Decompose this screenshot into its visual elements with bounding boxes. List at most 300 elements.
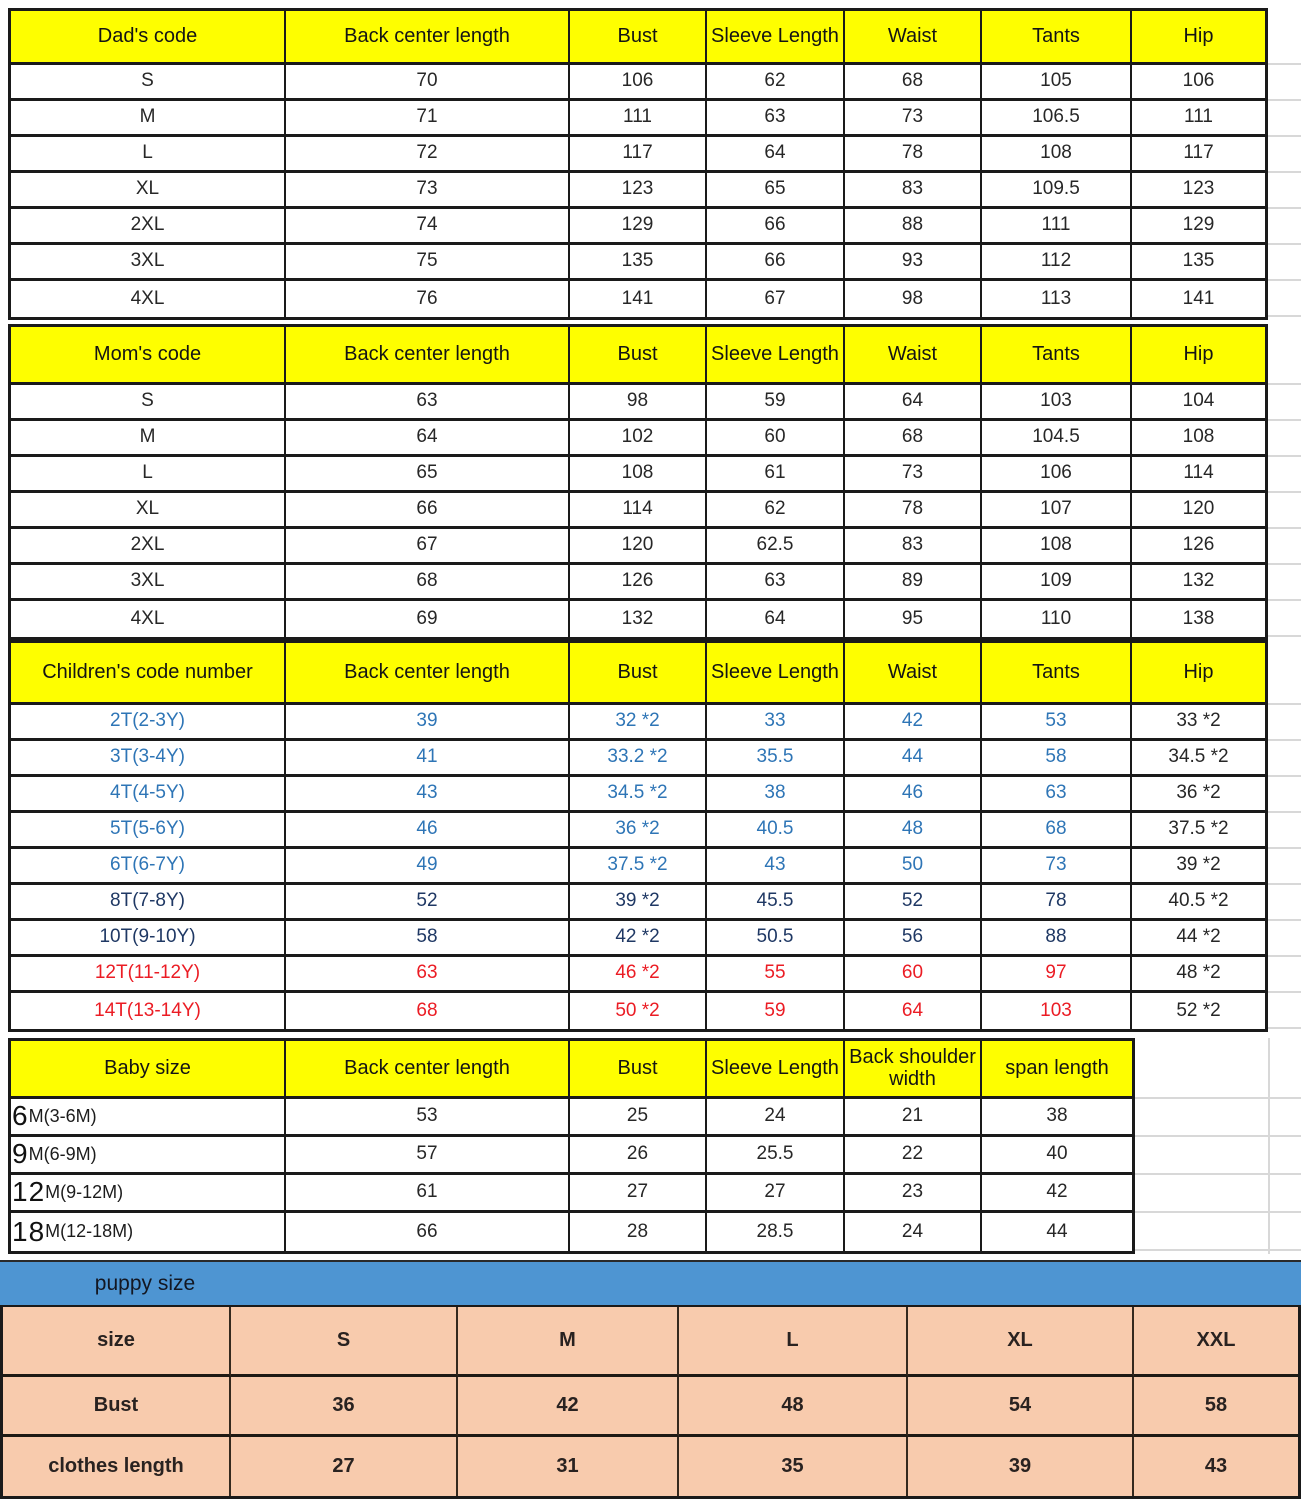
gutter-gridline bbox=[1268, 741, 1301, 777]
size-row bbox=[11, 957, 1265, 993]
puppy-value-cell: 31 bbox=[458, 1437, 679, 1496]
value-cell: 108 bbox=[982, 137, 1132, 173]
value-cell: 75 bbox=[286, 245, 570, 281]
puppy-size-band bbox=[0, 1260, 1301, 1305]
value-cell: 107 bbox=[982, 493, 1132, 529]
size-row bbox=[11, 137, 1265, 173]
value-cell: 42 bbox=[982, 1175, 1132, 1213]
value-cell: 37.5 *2 bbox=[570, 849, 707, 885]
value-cell: 23 bbox=[845, 1175, 982, 1213]
header-cell: Waist bbox=[845, 11, 982, 65]
gutter-gridline bbox=[1135, 1175, 1301, 1213]
value-cell: 120 bbox=[1132, 493, 1265, 529]
size-row bbox=[11, 245, 1265, 281]
value-cell: 52 bbox=[286, 885, 570, 921]
value-cell: 41 bbox=[286, 741, 570, 777]
value-cell: 55 bbox=[707, 957, 845, 993]
size-row bbox=[11, 385, 1265, 421]
size-row bbox=[11, 209, 1265, 245]
value-cell: 52 *2 bbox=[1176, 999, 1221, 1021]
value-cell: 58 bbox=[982, 741, 1132, 777]
value-cell: 109 bbox=[982, 565, 1132, 601]
value-cell: 138 bbox=[1182, 607, 1215, 629]
gutter-gridline bbox=[1135, 1137, 1301, 1175]
gutter-gridline bbox=[1268, 281, 1301, 317]
value-cell: 60 bbox=[707, 421, 845, 457]
row-label-cell: XL bbox=[11, 173, 286, 209]
header-cell: Baby size bbox=[11, 1041, 286, 1099]
value-cell: 89 bbox=[845, 565, 982, 601]
row-label-cell: 3T(3-4Y) bbox=[11, 741, 286, 777]
value-cell: 73 bbox=[845, 101, 982, 137]
value-cell: 76 bbox=[286, 281, 570, 317]
header-row bbox=[11, 327, 1265, 385]
value-cell: 22 bbox=[845, 1137, 982, 1175]
size-row bbox=[11, 849, 1265, 885]
baby-label-rest: M(3-6M) bbox=[28, 1105, 97, 1126]
value-cell: 66 bbox=[707, 245, 845, 281]
value-cell: 141 bbox=[570, 281, 707, 317]
gutter-gridline bbox=[1268, 493, 1301, 529]
value-cell: 28 bbox=[570, 1213, 707, 1251]
value-cell: 74 bbox=[286, 209, 570, 245]
value-cell: 95 bbox=[845, 601, 982, 637]
value-cell: 123 bbox=[1132, 173, 1265, 209]
value-cell: 49 bbox=[286, 849, 570, 885]
header-cell: Back center length bbox=[286, 11, 570, 65]
puppy-value-cell: XXL bbox=[1134, 1307, 1298, 1377]
value-cell: 38 bbox=[982, 1099, 1132, 1137]
gutter-gridline bbox=[1268, 601, 1301, 637]
baby-label-big: 9 bbox=[12, 1138, 29, 1170]
value-cell: 27 bbox=[570, 1175, 707, 1213]
gutter-gridline bbox=[1268, 777, 1301, 813]
gutter-gridline bbox=[1268, 921, 1301, 957]
size-row bbox=[11, 921, 1265, 957]
value-cell: 56 bbox=[845, 921, 982, 957]
baby-label-rest: M(9-12M) bbox=[45, 1181, 124, 1202]
value-cell: 35.5 bbox=[707, 741, 845, 777]
row-label-cell: M bbox=[11, 421, 286, 457]
header-cell: Sleeve Length bbox=[707, 11, 845, 65]
row-label-cell bbox=[11, 1175, 286, 1213]
value-cell: 46 bbox=[286, 813, 570, 849]
value-cell: 62 bbox=[707, 65, 845, 101]
header-cell: span length bbox=[982, 1041, 1132, 1099]
value-cell: 73 bbox=[286, 173, 570, 209]
row-label-cell bbox=[11, 1213, 286, 1251]
header-cell: Children's code number bbox=[11, 643, 286, 705]
value-cell: 98 bbox=[845, 281, 982, 317]
row-label-cell: 4XL bbox=[11, 601, 286, 637]
value-cell: 123 bbox=[570, 173, 707, 209]
value-cell: 39 *2 bbox=[1132, 849, 1265, 885]
value-cell: 78 bbox=[845, 137, 982, 173]
value-cell: 64 bbox=[845, 993, 982, 1029]
value-cell: 33.2 *2 bbox=[570, 741, 707, 777]
value-cell: 67 bbox=[707, 281, 845, 317]
row-label-cell: 2T(2-3Y) bbox=[11, 705, 286, 741]
value-cell: 106.5 bbox=[982, 101, 1132, 137]
header-cell: Back center length bbox=[286, 643, 570, 705]
value-cell: 64 bbox=[707, 137, 845, 173]
value-cell: 64 bbox=[286, 421, 570, 457]
value-cell: 66 bbox=[286, 493, 570, 529]
gutter-gridline bbox=[1268, 385, 1301, 421]
size-row bbox=[11, 101, 1265, 137]
value-cell: 61 bbox=[286, 1175, 570, 1213]
gutter-gridline bbox=[1268, 245, 1301, 281]
value-cell: 24 bbox=[845, 1213, 982, 1251]
gutter-gridline bbox=[1268, 457, 1301, 493]
puppy-row-label-cell: Bust bbox=[3, 1377, 231, 1437]
row-label-cell: 12T(11-12Y) bbox=[11, 957, 286, 993]
row-label-cell: 4T(4-5Y) bbox=[11, 777, 286, 813]
gutter-vertical-gridline bbox=[1268, 1038, 1270, 1254]
size-row bbox=[11, 1137, 1132, 1175]
baby-label-rest: M(6-9M) bbox=[28, 1143, 97, 1164]
value-cell: 97 bbox=[982, 957, 1132, 993]
value-cell: 71 bbox=[286, 101, 570, 137]
value-cell: 72 bbox=[286, 137, 570, 173]
value-cell: 52 bbox=[845, 885, 982, 921]
size-row bbox=[11, 777, 1265, 813]
value-cell: 117 bbox=[1132, 137, 1265, 173]
value-cell: 88 bbox=[982, 921, 1132, 957]
row-label-cell: 14T(13-14Y) bbox=[11, 993, 286, 1029]
value-cell: 109.5 bbox=[982, 173, 1132, 209]
value-cell: 48 *2 bbox=[1132, 957, 1265, 993]
value-cell: 45.5 bbox=[707, 885, 845, 921]
value-cell: 42 bbox=[845, 705, 982, 741]
header-cell: Tants bbox=[982, 11, 1132, 65]
value-cell: 33 bbox=[707, 705, 845, 741]
puppy-value-cell: S bbox=[231, 1307, 458, 1377]
header-cell: Hip bbox=[1132, 11, 1265, 65]
puppy-size-table bbox=[0, 1305, 1301, 1499]
value-cell: 44 bbox=[1046, 1220, 1068, 1242]
gutter-gridline bbox=[1268, 849, 1301, 885]
value-cell: 68 bbox=[286, 565, 570, 601]
row-label-cell: 8T(7-8Y) bbox=[11, 885, 286, 921]
value-cell: 78 bbox=[845, 493, 982, 529]
size-row bbox=[11, 885, 1265, 921]
header-cell: Hip bbox=[1132, 327, 1265, 385]
gutter-gridline bbox=[1268, 324, 1301, 385]
size-row bbox=[11, 993, 1265, 1029]
value-cell: 38 bbox=[707, 777, 845, 813]
value-cell: 24 bbox=[707, 1099, 845, 1137]
gutter-gridline bbox=[1268, 8, 1301, 65]
header-cell: Sleeve Length bbox=[707, 1041, 845, 1099]
value-cell: 62.5 bbox=[707, 529, 845, 565]
value-cell: 111 bbox=[982, 209, 1132, 245]
value-cell: 63 bbox=[286, 957, 570, 993]
gutter-gridline bbox=[1268, 173, 1301, 209]
size-row bbox=[11, 457, 1265, 493]
header-cell: Waist bbox=[845, 327, 982, 385]
value-cell: 111 bbox=[570, 101, 707, 137]
gutter-gridline bbox=[1268, 421, 1301, 457]
header-cell: Tants bbox=[982, 643, 1132, 705]
size-row bbox=[11, 421, 1265, 457]
mom-size-table-section bbox=[8, 324, 1301, 640]
row-label-cell: L bbox=[11, 457, 286, 493]
header-cell: Back center length bbox=[286, 1041, 570, 1099]
size-row bbox=[11, 529, 1265, 565]
value-cell: 36 *2 bbox=[1132, 777, 1265, 813]
value-cell: 132 bbox=[1132, 565, 1265, 601]
value-cell: 104 bbox=[1132, 385, 1265, 421]
row-label-cell: 5T(5-6Y) bbox=[11, 813, 286, 849]
baby-label-rest: M(12-18M) bbox=[45, 1221, 134, 1242]
value-cell: 135 bbox=[570, 245, 707, 281]
header-cell: Bust bbox=[570, 1041, 707, 1099]
size-row bbox=[11, 173, 1265, 209]
row-label-cell: 6T(6-7Y) bbox=[11, 849, 286, 885]
value-cell: 57 bbox=[286, 1137, 570, 1175]
value-cell: 132 bbox=[570, 601, 707, 637]
value-cell: 53 bbox=[286, 1099, 570, 1137]
row-label-cell: S bbox=[11, 385, 286, 421]
value-cell: 48 bbox=[845, 813, 982, 849]
value-cell: 37.5 *2 bbox=[1132, 813, 1265, 849]
value-cell: 114 bbox=[570, 493, 707, 529]
row-label-cell bbox=[11, 1099, 286, 1137]
value-cell: 63 bbox=[286, 385, 570, 421]
gutter-gridline bbox=[1268, 529, 1301, 565]
row-label-cell: XL bbox=[11, 493, 286, 529]
puppy-value-cell: XL bbox=[908, 1307, 1134, 1377]
value-cell: 126 bbox=[1132, 529, 1265, 565]
value-cell: 111 bbox=[1132, 101, 1265, 137]
gutter-gridline bbox=[1268, 705, 1301, 741]
header-cell: Bust bbox=[570, 643, 707, 705]
dad-size-table-section bbox=[8, 8, 1301, 320]
value-cell: 64 bbox=[845, 385, 982, 421]
header-cell: Tants bbox=[982, 327, 1132, 385]
value-cell: 34.5 *2 bbox=[1132, 741, 1265, 777]
size-row bbox=[11, 1175, 1132, 1213]
value-cell: 21 bbox=[845, 1099, 982, 1137]
value-cell: 40 bbox=[982, 1137, 1132, 1175]
spreadsheet-gutter bbox=[1135, 1038, 1301, 1254]
children-size-table-section bbox=[8, 640, 1301, 1032]
value-cell: 64 bbox=[707, 601, 845, 637]
value-cell: 106 bbox=[982, 457, 1132, 493]
row-label-cell: 3XL bbox=[11, 565, 286, 601]
row-label-cell: S bbox=[11, 65, 286, 101]
header-cell: Sleeve Length bbox=[707, 327, 845, 385]
gutter-gridline bbox=[1268, 65, 1301, 101]
size-row bbox=[11, 1213, 1132, 1251]
value-cell: 62 bbox=[707, 493, 845, 529]
puppy-value-cell: M bbox=[458, 1307, 679, 1377]
row-label-cell: 10T(9-10Y) bbox=[11, 921, 286, 957]
puppy-value-cell: 48 bbox=[679, 1377, 908, 1437]
baby-size-table-section bbox=[8, 1038, 1301, 1254]
value-cell: 108 bbox=[570, 457, 707, 493]
value-cell: 104.5 bbox=[982, 421, 1132, 457]
header-cell: Mom's code bbox=[11, 327, 286, 385]
value-cell: 110 bbox=[982, 601, 1132, 637]
row-label-cell: 4XL bbox=[11, 281, 286, 317]
value-cell: 66 bbox=[707, 209, 845, 245]
header-cell: Bust bbox=[570, 327, 707, 385]
spreadsheet-gutter bbox=[1268, 640, 1301, 1032]
value-cell: 34.5 *2 bbox=[570, 777, 707, 813]
size-row bbox=[11, 601, 1265, 637]
puppy-value-cell: 58 bbox=[1134, 1377, 1298, 1437]
baby-label-big: 12 bbox=[12, 1176, 46, 1208]
value-cell: 28.5 bbox=[707, 1213, 845, 1251]
value-cell: 106 bbox=[1132, 65, 1265, 101]
value-cell: 25.5 bbox=[707, 1137, 845, 1175]
value-cell: 93 bbox=[845, 245, 982, 281]
gutter-gridline bbox=[1135, 1038, 1301, 1099]
header-row bbox=[11, 1041, 1132, 1099]
value-cell: 113 bbox=[982, 281, 1132, 317]
puppy-value-cell: 42 bbox=[458, 1377, 679, 1437]
gutter-gridline bbox=[1268, 137, 1301, 173]
puppy-value-cell: 43 bbox=[1134, 1437, 1298, 1496]
value-cell: 83 bbox=[845, 529, 982, 565]
value-cell: 26 bbox=[570, 1137, 707, 1175]
value-cell: 67 bbox=[286, 529, 570, 565]
value-cell: 27 bbox=[707, 1175, 845, 1213]
value-cell: 40.5 *2 bbox=[1132, 885, 1265, 921]
puppy-value-cell: 36 bbox=[231, 1377, 458, 1437]
value-cell: 66 bbox=[286, 1213, 570, 1251]
header-cell: Dad's code bbox=[11, 11, 286, 65]
baby-size-table bbox=[8, 1038, 1135, 1254]
value-cell: 70 bbox=[286, 65, 570, 101]
value-cell: 40.5 bbox=[707, 813, 845, 849]
row-label-cell: 3XL bbox=[11, 245, 286, 281]
value-cell: 61 bbox=[707, 457, 845, 493]
value-cell: 106 bbox=[570, 65, 707, 101]
row-label-cell: M bbox=[11, 101, 286, 137]
gutter-gridline bbox=[1268, 209, 1301, 245]
value-cell: 33 *2 bbox=[1132, 705, 1265, 741]
value-cell: 42 *2 bbox=[570, 921, 707, 957]
size-row bbox=[11, 1099, 1132, 1137]
row-label-cell bbox=[11, 1137, 286, 1175]
value-cell: 39 *2 bbox=[570, 885, 707, 921]
value-cell: 46 bbox=[845, 777, 982, 813]
baby-label-big: 6 bbox=[12, 1100, 29, 1132]
value-cell: 63 bbox=[707, 565, 845, 601]
size-row bbox=[11, 565, 1265, 601]
gutter-gridline bbox=[1135, 1213, 1301, 1251]
value-cell: 50 *2 bbox=[570, 993, 707, 1029]
value-cell: 103 bbox=[982, 385, 1132, 421]
gutter-gridline bbox=[1268, 565, 1301, 601]
value-cell: 44 bbox=[845, 741, 982, 777]
value-cell: 120 bbox=[570, 529, 707, 565]
value-cell: 83 bbox=[845, 173, 982, 209]
value-cell: 135 bbox=[1132, 245, 1265, 281]
value-cell: 141 bbox=[1182, 287, 1215, 309]
value-cell: 105 bbox=[982, 65, 1132, 101]
gutter-gridline bbox=[1268, 885, 1301, 921]
puppy-row-label-cell: size bbox=[3, 1307, 231, 1377]
header-row bbox=[11, 11, 1265, 65]
value-cell: 50.5 bbox=[707, 921, 845, 957]
value-cell: 117 bbox=[570, 137, 707, 173]
value-cell: 32 *2 bbox=[570, 705, 707, 741]
spreadsheet-gutter bbox=[1268, 8, 1301, 320]
header-cell: Back center length bbox=[286, 327, 570, 385]
value-cell: 53 bbox=[982, 705, 1132, 741]
header-cell: Bust bbox=[570, 11, 707, 65]
value-cell: 98 bbox=[570, 385, 707, 421]
value-cell: 108 bbox=[1132, 421, 1265, 457]
size-row bbox=[11, 65, 1265, 101]
value-cell: 68 bbox=[286, 993, 570, 1029]
value-cell: 63 bbox=[982, 777, 1132, 813]
size-row bbox=[11, 813, 1265, 849]
row-label-cell: L bbox=[11, 137, 286, 173]
puppy-row bbox=[3, 1307, 1298, 1377]
header-cell: Hip bbox=[1132, 643, 1265, 705]
puppy-value-cell: 54 bbox=[908, 1377, 1134, 1437]
puppy-value-cell: L bbox=[679, 1307, 908, 1377]
puppy-row bbox=[3, 1437, 1298, 1496]
gutter-gridline bbox=[1268, 813, 1301, 849]
value-cell: 44 *2 bbox=[1132, 921, 1265, 957]
value-cell: 103 bbox=[982, 993, 1132, 1029]
value-cell: 102 bbox=[570, 421, 707, 457]
header-cell: Waist bbox=[845, 643, 982, 705]
value-cell: 73 bbox=[845, 457, 982, 493]
spreadsheet-gutter bbox=[1268, 324, 1301, 640]
children-size-table bbox=[8, 640, 1268, 1032]
value-cell: 58 bbox=[286, 921, 570, 957]
value-cell: 60 bbox=[845, 957, 982, 993]
header-row bbox=[11, 643, 1265, 705]
value-cell: 50 bbox=[845, 849, 982, 885]
row-label-cell: 2XL bbox=[11, 209, 286, 245]
value-cell: 65 bbox=[707, 173, 845, 209]
value-cell: 63 bbox=[707, 101, 845, 137]
puppy-size-title: puppy size bbox=[94, 1271, 196, 1295]
value-cell: 68 bbox=[845, 421, 982, 457]
baby-label-big: 18 bbox=[12, 1215, 46, 1247]
dad-size-table bbox=[8, 8, 1268, 320]
size-row bbox=[11, 741, 1265, 777]
size-row bbox=[11, 281, 1265, 317]
value-cell: 69 bbox=[286, 601, 570, 637]
gutter-gridline bbox=[1268, 993, 1301, 1029]
size-row bbox=[11, 493, 1265, 529]
value-cell: 73 bbox=[982, 849, 1132, 885]
gutter-gridline bbox=[1268, 957, 1301, 993]
value-cell: 126 bbox=[570, 565, 707, 601]
gutter-gridline bbox=[1135, 1099, 1301, 1137]
gutter-gridline bbox=[1268, 640, 1301, 705]
value-cell: 39 bbox=[286, 705, 570, 741]
value-cell: 129 bbox=[1132, 209, 1265, 245]
puppy-value-cell: 27 bbox=[231, 1437, 458, 1496]
value-cell: 59 bbox=[707, 385, 845, 421]
value-cell: 129 bbox=[570, 209, 707, 245]
value-cell: 46 *2 bbox=[570, 957, 707, 993]
value-cell: 114 bbox=[1132, 457, 1265, 493]
row-label-cell: 2XL bbox=[11, 529, 286, 565]
puppy-value-cell: 39 bbox=[908, 1437, 1134, 1496]
gutter-gridline bbox=[1268, 101, 1301, 137]
